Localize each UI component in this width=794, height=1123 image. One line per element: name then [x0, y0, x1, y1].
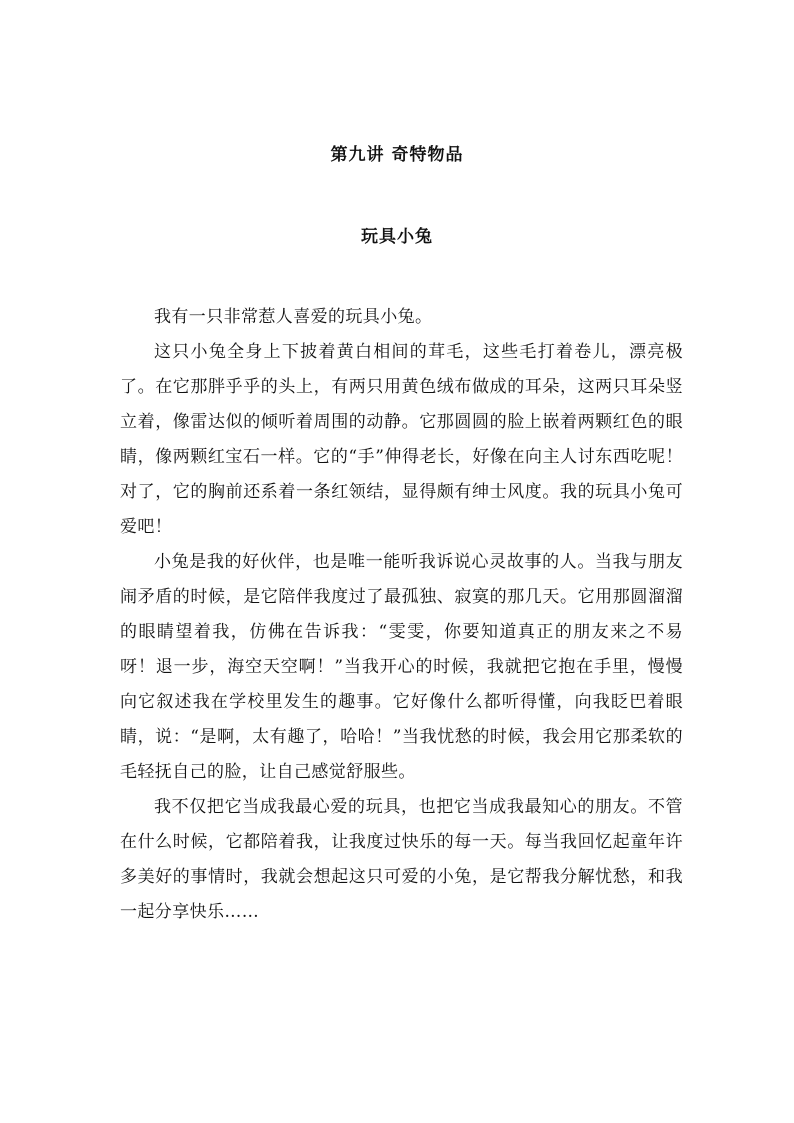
paragraph: 小兔是我的好伙伴，也是唯一能听我诉说心灵故事的人。当我与朋友闹矛盾的时候，是它陪伴我度过了最孤独、寂寞的那几天。它用那圆溜溜的眼睛望着我，仿佛在告诉我：“雯雯，你要知道真正的朋友来之不易呀！退一步，海空天空啊！”当我开心的时候，我就把它抱在手里，慢慢向它叙述我在学校里发生的趣事。它好像什么都听得懂，向我眨巴着眼睛，说：“是啊，太有趣了，哈哈！”当我忧愁的时候，我会用它那柔软的毛轻抚自己的脸，让自己感觉舒服些。: [120, 552, 683, 782]
essay-body: [120, 300, 683, 930]
essay-title: 玩具小兔: [361, 227, 433, 247]
paragraph: 这只小兔全身上下披着黄白相间的茸毛，这些毛打着卷儿，漂亮极了。在它那胖乎乎的头上，有两只用黄色绒布做成的耳朵，这两只耳朵竖立着，像雷达似的倾听着周围的动静。它那圆圆的脸上嵌着两颗红色的眼睛，像两颗红宝石一样。它的“手”伸得老长，好像在向主人讨东西吃呢！对了，它的胸前还系着一条红领结，显得颇有绅士风度。我的玩具小兔可爱吧！: [120, 342, 683, 537]
paragraph: 我有一只非常惹人喜爱的玩具小兔。: [154, 307, 433, 327]
paragraph: 我不仅把它当成我最心爱的玩具，也把它当成我最知心的朋友。不管在什么时候，它都陪着我，让我度过快乐的每一天。每当我回忆起童年许多美好的事情时，我就会想起这只可爱的小兔，是它帮我分解忧愁，和我一起分享快乐……: [120, 797, 683, 922]
lecture-title: 第九讲 奇特物品: [330, 145, 464, 165]
